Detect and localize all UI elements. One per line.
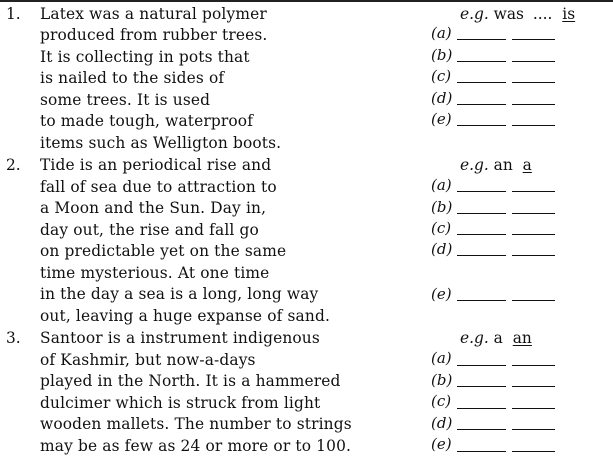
example-incorrect-word: was	[493, 5, 524, 23]
question-number: 1.	[6, 5, 21, 23]
option-label: (a)	[431, 349, 452, 367]
example-dots: ....	[532, 5, 553, 23]
passage-line: played in the North. It is a hammered	[40, 372, 341, 390]
passage-line: a Moon and the Sun. Day in,	[40, 199, 267, 217]
option-label: (a)	[431, 176, 452, 194]
answer-blank-incorrect[interactable]	[457, 386, 506, 387]
passage-line: Tide is an periodical rise and	[40, 156, 272, 174]
passage-line: Latex was a natural polymer	[40, 5, 267, 23]
answer-blank-incorrect[interactable]	[457, 125, 506, 126]
example-correct-word: an	[512, 329, 532, 347]
option-label: (e)	[431, 435, 452, 453]
answer-blank-correct[interactable]	[512, 39, 555, 40]
option-label: (c)	[431, 392, 452, 410]
example-correct-word: a	[522, 156, 532, 174]
answer-blank-correct[interactable]	[512, 191, 555, 192]
answer-blank-correct[interactable]	[512, 213, 555, 214]
passage-line: time mysterious. At one time	[40, 264, 270, 282]
answer-blank-incorrect[interactable]	[457, 365, 506, 366]
answer-blank-correct[interactable]	[512, 386, 555, 387]
option-label: (e)	[431, 285, 452, 303]
answer-blank-incorrect[interactable]	[457, 255, 506, 256]
passage-line: out, leaving a huge expanse of sand.	[40, 307, 330, 325]
passage-line: may be as few as 24 or more or to 100.	[40, 437, 352, 455]
passage-line: wooden mallets. The number to strings	[40, 415, 352, 433]
option-label: (e)	[431, 110, 452, 128]
answer-blank-incorrect[interactable]	[457, 234, 506, 235]
example-answer	[460, 328, 532, 348]
example-correct-word: is	[562, 5, 576, 23]
answer-blank-incorrect[interactable]	[457, 408, 506, 409]
passage-line: is nailed to the sides of	[40, 69, 225, 87]
example-label: e.g.	[460, 329, 489, 347]
passage-line: day out, the rise and fall go	[40, 221, 259, 239]
answer-blank-correct[interactable]	[512, 125, 555, 126]
passage-line: It is collecting in pots that	[40, 48, 250, 66]
example-incorrect-word: an	[493, 156, 513, 174]
example-label: e.g.	[460, 5, 489, 23]
example-answer	[460, 4, 575, 24]
example-incorrect-word: a	[493, 329, 503, 347]
option-label: (d)	[431, 414, 453, 432]
answer-blank-correct[interactable]	[512, 61, 555, 62]
answer-blank-correct[interactable]	[512, 429, 555, 430]
answer-blank-incorrect[interactable]	[457, 191, 506, 192]
answer-blank-incorrect[interactable]	[457, 39, 506, 40]
passage-line: to made tough, waterproof	[40, 112, 254, 130]
option-label: (b)	[431, 198, 453, 216]
option-label: (c)	[431, 219, 452, 237]
answer-blank-incorrect[interactable]	[457, 61, 506, 62]
answer-blank-correct[interactable]	[512, 408, 555, 409]
answer-blank-correct[interactable]	[512, 104, 555, 105]
passage-line: dulcimer which is struck from light	[40, 394, 321, 412]
answer-blank-correct[interactable]	[512, 300, 555, 301]
passage-line: some trees. It is used	[40, 91, 211, 109]
answer-blank-incorrect[interactable]	[457, 213, 506, 214]
passage-line: in the day a sea is a long, long way	[40, 285, 319, 303]
answer-blank-correct[interactable]	[512, 255, 555, 256]
option-label: (d)	[431, 240, 453, 258]
question-number: 3.	[6, 329, 21, 347]
answer-blank-correct[interactable]	[512, 82, 555, 83]
passage-line: fall of sea due to attraction to	[40, 178, 277, 196]
example-label: e.g.	[460, 156, 489, 174]
top-rule	[0, 0, 613, 2]
answer-blank-incorrect[interactable]	[457, 300, 506, 301]
option-label: (b)	[431, 371, 453, 389]
passage-line: Santoor is a instrument indigenous	[40, 329, 320, 347]
option-label: (d)	[431, 89, 453, 107]
option-label: (b)	[431, 46, 453, 64]
passage-line: produced from rubber trees.	[40, 26, 268, 44]
answer-blank-correct[interactable]	[512, 234, 555, 235]
question-number: 2.	[6, 156, 21, 174]
answer-blank-incorrect[interactable]	[457, 104, 506, 105]
answer-blank-correct[interactable]	[512, 451, 555, 452]
answer-blank-incorrect[interactable]	[457, 451, 506, 452]
answer-blank-incorrect[interactable]	[457, 429, 506, 430]
example-answer	[460, 155, 532, 175]
passage-line: on predictable yet on the same	[40, 242, 287, 260]
option-label: (a)	[431, 24, 452, 42]
answer-blank-correct[interactable]	[512, 365, 555, 366]
passage-line: items such as Welligton boots.	[40, 134, 282, 152]
answer-blank-incorrect[interactable]	[457, 82, 506, 83]
passage-line: of Kashmir, but now-a-days	[40, 351, 256, 369]
option-label: (c)	[431, 67, 452, 85]
